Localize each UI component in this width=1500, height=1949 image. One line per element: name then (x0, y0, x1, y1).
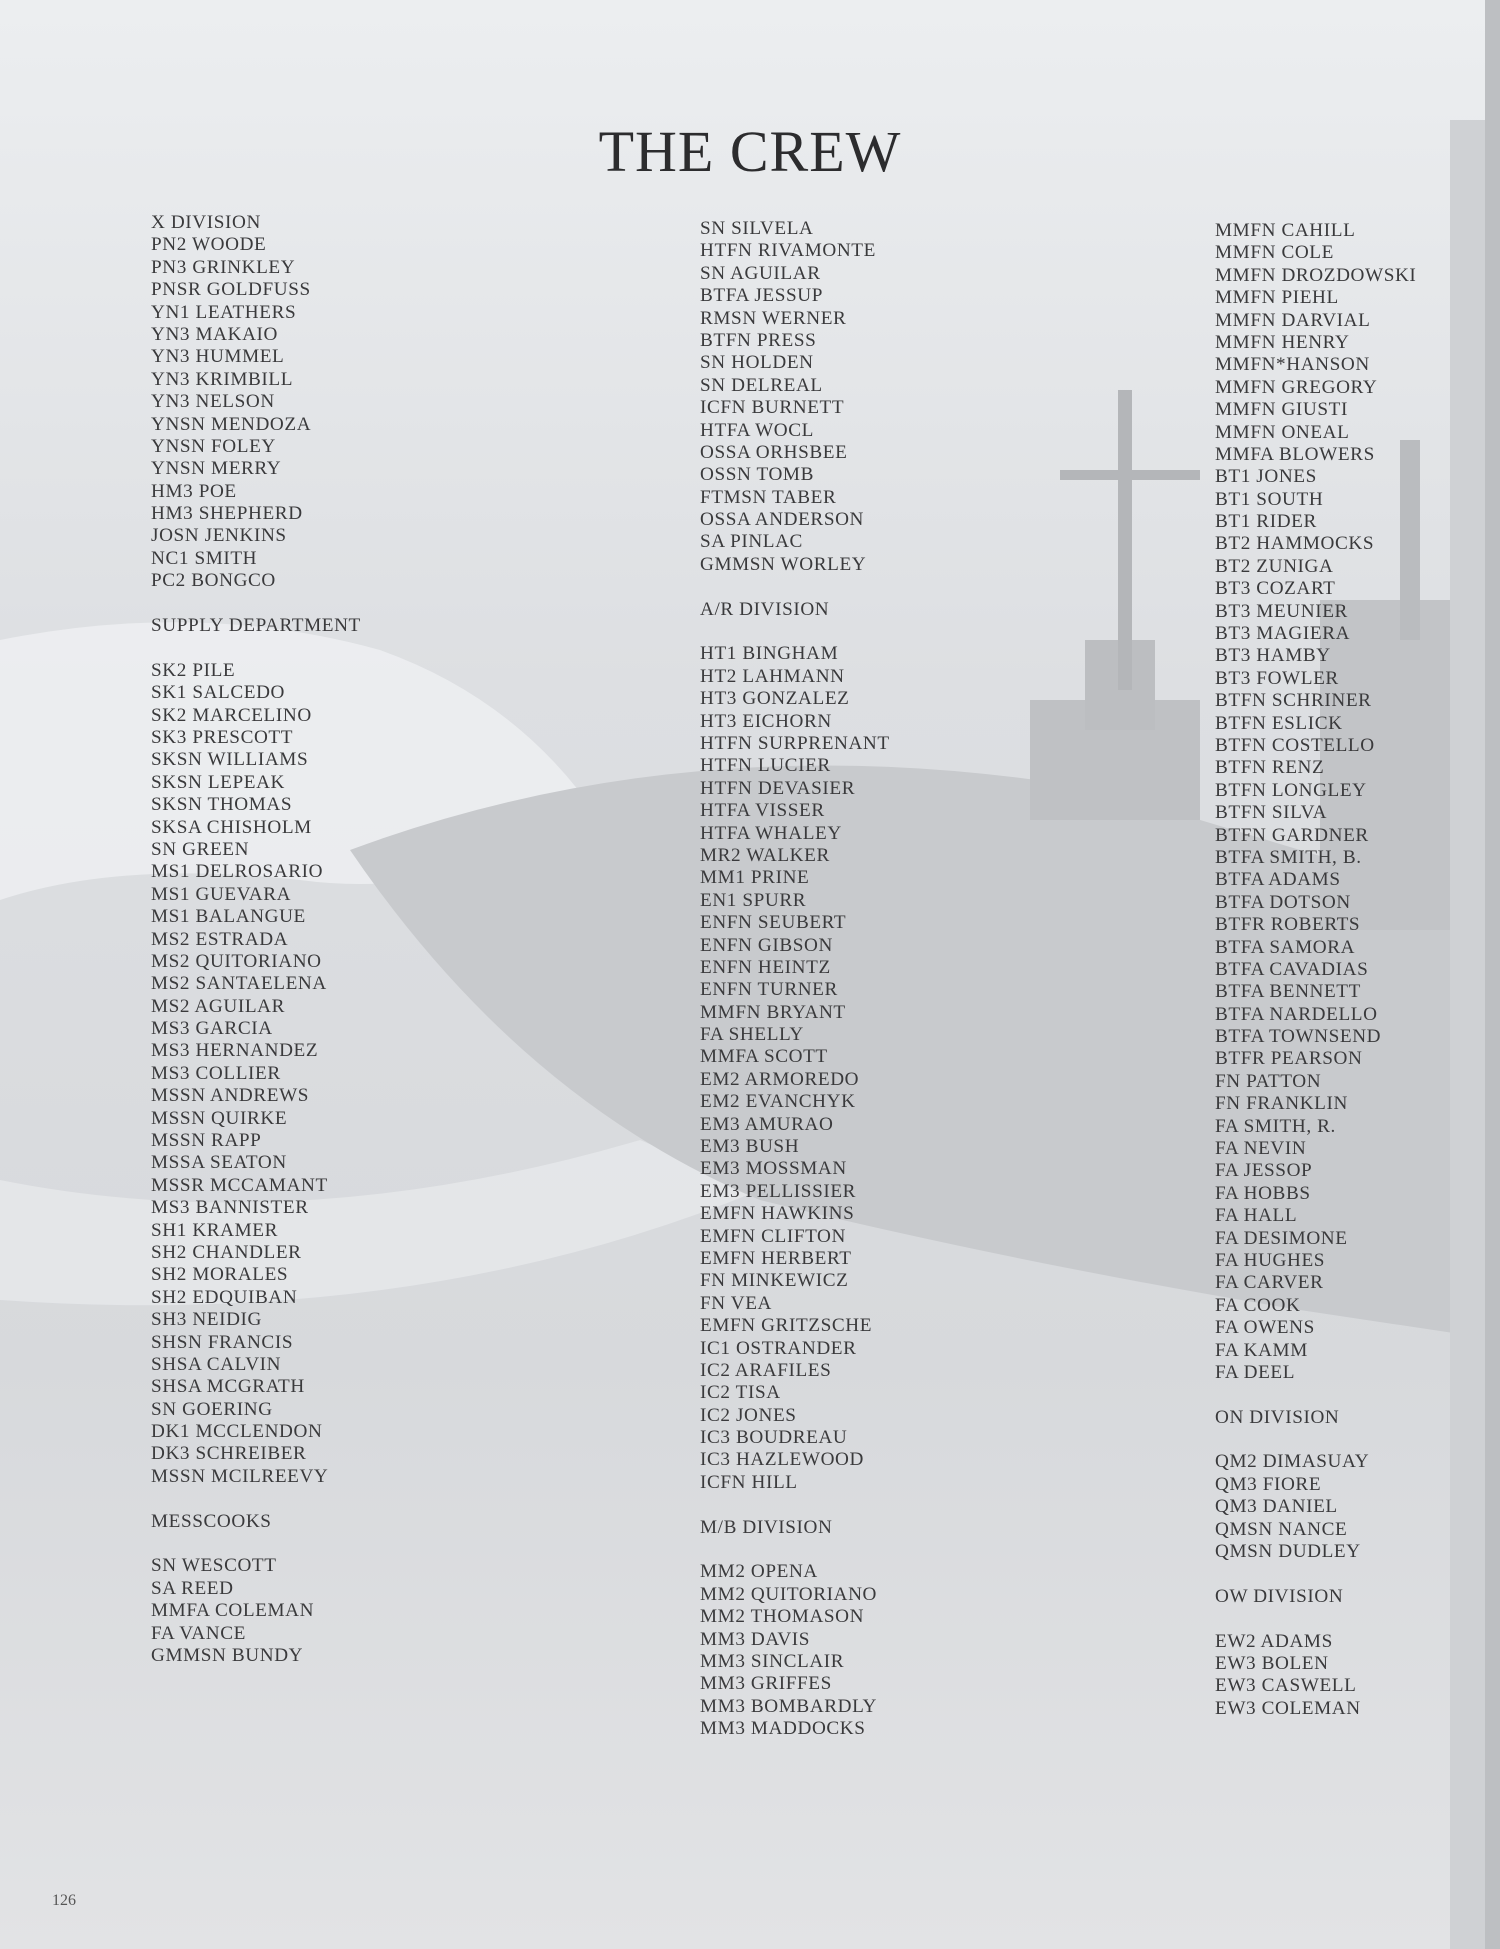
crew-member: SN WESCOTT (151, 1555, 277, 1577)
crew-member: FA SHELLY (700, 1024, 804, 1046)
crew-member: BTFR PEARSON (1215, 1048, 1363, 1070)
crew-member: SK2 PILE (151, 659, 236, 681)
crew-member: FA HUGHES (1215, 1249, 1326, 1271)
crew-member: QMSN NANCE (1215, 1518, 1348, 1540)
crew-member: MMFN HENRY (1215, 331, 1350, 353)
crew-member: MMFA SCOTT (700, 1046, 828, 1068)
crew-member: MMFN PIEHL (1215, 287, 1339, 309)
crew-member: EN1 SPURR (700, 889, 807, 911)
crew-member: GMMSN BUNDY (151, 1645, 304, 1666)
crew-member: SN HOLDEN (700, 352, 814, 374)
crew-member: MS2 AGUILAR (151, 995, 285, 1017)
crew-member: ENFN HEINTZ (700, 956, 831, 978)
crew-member: IC3 BOUDREAU (700, 1427, 848, 1449)
section-heading: ON DIVISION (1215, 1406, 1340, 1428)
crew-member: BT1 SOUTH (1215, 488, 1324, 510)
crew-member: MM3 GRIFFES (700, 1673, 832, 1695)
crew-member: BTFN RENZ (1215, 757, 1325, 779)
crew-member: MM1 PRINE (700, 867, 810, 889)
crew-member: BTFN SILVA (1215, 802, 1328, 824)
section-heading: M/B DIVISION (700, 1516, 833, 1538)
section-heading: SUPPLY DEPARTMENT (151, 615, 361, 637)
crew-member: BTFN LONGLEY (1215, 779, 1367, 801)
crew-member: MS2 QUITORIANO (151, 950, 322, 972)
crew-member: MM3 BOMBARDLY (700, 1695, 877, 1717)
crew-member: MMFA BLOWERS (1215, 443, 1375, 465)
crew-member: IC1 OSTRANDER (700, 1337, 857, 1359)
crew-member: QM3 DANIEL (1215, 1496, 1338, 1518)
crew-member: PNSR GOLDFUSS (151, 279, 311, 301)
crew-member: BTFR ROBERTS (1215, 914, 1361, 936)
crew-member: EM3 PELLISSIER (700, 1180, 857, 1202)
crew-member: MMFN CAHILL (1215, 220, 1356, 241)
crew-member: ICFN HILL (700, 1471, 798, 1493)
crew-member: RMSN WERNER (700, 307, 847, 329)
crew-member: YN3 MAKAIO (151, 323, 278, 345)
crew-member: MS2 SANTAELENA (151, 973, 327, 995)
crew-member: DK1 MCCLENDON (151, 1421, 323, 1443)
crew-member: PN2 WOODE (151, 234, 267, 256)
crew-member: BT1 RIDER (1215, 511, 1317, 533)
crew-member: EMFN CLIFTON (700, 1225, 846, 1247)
spacer (151, 1533, 361, 1555)
crew-member: MMFN GREGORY (1215, 376, 1378, 398)
crew-member: EM2 ARMOREDO (700, 1068, 860, 1090)
crew-member: YNSN MENDOZA (151, 413, 312, 435)
crew-member: MM2 THOMASON (700, 1606, 865, 1628)
crew-member: SH2 EDQUIBAN (151, 1286, 298, 1308)
crew-member: HTFA VISSER (700, 800, 825, 822)
crew-member: SK1 SALCEDO (151, 682, 285, 704)
spacer (1215, 1384, 1416, 1406)
crew-member: HT3 EICHORN (700, 710, 832, 732)
crew-member: BT3 COZART (1215, 578, 1336, 600)
spacer (151, 593, 361, 615)
crew-member: MM3 MADDOCKS (700, 1718, 866, 1740)
crew-member: HT1 BINGHAM (700, 643, 839, 665)
crew-member: MMFN BRYANT (700, 1001, 846, 1023)
crew-member: EM3 BUSH (700, 1136, 800, 1158)
crew-member: EM2 EVANCHYK (700, 1091, 856, 1113)
crew-member: YN3 HUMMEL (151, 346, 285, 368)
crew-member: SN GOERING (151, 1398, 273, 1420)
crew-member: EW2 ADAMS (1215, 1630, 1333, 1652)
crew-member: QM2 DIMASUAY (1215, 1451, 1370, 1473)
crew-member: SHSA MCGRATH (151, 1376, 305, 1398)
crew-member: MMFA COLEMAN (151, 1600, 315, 1622)
crew-member: MMFN COLE (1215, 242, 1334, 264)
spacer (1215, 1563, 1416, 1585)
spacer (1215, 1608, 1416, 1630)
crew-member: FN FRANKLIN (1215, 1093, 1348, 1115)
crew-member: BTFA DOTSON (1215, 891, 1351, 913)
crew-member: QM3 FIORE (1215, 1473, 1322, 1495)
crew-member: EW3 BOLEN (1215, 1653, 1329, 1674)
crew-member: NC1 SMITH (151, 547, 258, 569)
crew-member: MS2 ESTRADA (151, 928, 289, 950)
crew-member: BT3 MAGIERA (1215, 623, 1351, 645)
crew-member: FN PATTON (1215, 1070, 1322, 1092)
crew-member: MSSN MCILREEVY (151, 1465, 329, 1487)
section-heading: MESSCOOKS (151, 1510, 272, 1532)
crew-member: MS3 COLLIER (151, 1062, 281, 1084)
spacer (151, 637, 361, 659)
crew-member: PC2 BONGCO (151, 570, 276, 592)
crew-member: HTFN DEVASIER (700, 777, 856, 799)
crew-member: BT3 HAMBY (1215, 645, 1331, 667)
crew-member: MSSN RAPP (151, 1130, 262, 1152)
crew-member: SKSN WILLIAMS (151, 749, 309, 771)
spacer (700, 1539, 890, 1561)
spacer (700, 576, 890, 598)
crew-member: SH3 NEIDIG (151, 1309, 262, 1331)
crew-member: SN DELREAL (700, 374, 823, 396)
crew-member: SKSN LEPEAK (151, 771, 285, 793)
section-heading: X DIVISION (151, 212, 261, 233)
crew-member: MS3 BANNISTER (151, 1197, 309, 1219)
crew-member: MS1 BALANGUE (151, 906, 306, 928)
crew-column-2 (700, 218, 890, 1741)
crew-member: MM3 SINCLAIR (700, 1651, 845, 1672)
crew-member: FA OWENS (1215, 1317, 1315, 1339)
crew-member: EMFN HAWKINS (700, 1203, 855, 1225)
crew-member: FA JESSOP (1215, 1160, 1313, 1182)
crew-member: BTFN SCHRINER (1215, 690, 1372, 712)
crew-member: PN3 GRINKLEY (151, 256, 296, 278)
crew-member: BT2 HAMMOCKS (1215, 533, 1375, 555)
crew-member: SHSN FRANCIS (151, 1331, 294, 1353)
crew-member: EMFN HERBERT (700, 1247, 852, 1269)
crew-member: SA PINLAC (700, 531, 803, 553)
crew-member: ENFN SEUBERT (700, 912, 847, 934)
crew-member: FA COOK (1215, 1294, 1301, 1316)
spacer (700, 621, 890, 643)
crew-member: GMMSN WORLEY (700, 553, 867, 575)
crew-member: FN VEA (700, 1292, 773, 1314)
crew-member: IC2 JONES (700, 1404, 797, 1426)
crew-member: HT2 LAHMANN (700, 665, 845, 687)
crew-member: MM2 QUITORIANO (700, 1583, 878, 1605)
crew-member: SK2 MARCELINO (151, 704, 312, 726)
crew-member: MSSN ANDREWS (151, 1085, 310, 1107)
crew-member: SKSN THOMAS (151, 794, 293, 816)
crew-member: ENFN GIBSON (700, 934, 833, 956)
crew-member: JOSN JENKINS (151, 525, 287, 547)
crew-member: OSSA ORHSBEE (700, 441, 848, 463)
crew-member: SN AGUILAR (700, 262, 821, 284)
crew-member: HTFN SURPRENANT (700, 732, 890, 754)
section-heading: A/R DIVISION (700, 598, 830, 620)
crew-member: IC3 HAZLEWOOD (700, 1449, 864, 1471)
crew-member: SK3 PRESCOTT (151, 726, 294, 748)
page-title: THE CREW (598, 119, 902, 184)
spacer (1215, 1429, 1416, 1451)
crew-column-1 (151, 212, 361, 1667)
crew-member: FA DESIMONE (1215, 1227, 1348, 1249)
page-number: 126 (52, 1892, 76, 1909)
crew-member: FA CARVER (1215, 1272, 1324, 1294)
crew-member: OSSN TOMB (700, 464, 814, 486)
crew-member: SA REED (151, 1577, 234, 1599)
crew-member: YN1 LEATHERS (151, 301, 297, 323)
crew-member: EW3 COLEMAN (1215, 1697, 1361, 1719)
crew-member: EW3 CASWELL (1215, 1675, 1357, 1697)
crew-member: MMFN DARVIAL (1215, 309, 1371, 331)
crew-member: SKSA CHISHOLM (151, 816, 312, 838)
crew-member: HTFN RIVAMONTE (700, 240, 876, 262)
section-heading: OW DIVISION (1215, 1585, 1344, 1607)
crew-member: OSSA ANDERSON (700, 509, 865, 531)
crew-column-3 (1215, 220, 1416, 1720)
crew-member: BT1 JONES (1215, 466, 1317, 488)
crew-member: FA SMITH, R. (1215, 1115, 1336, 1137)
crew-member: BTFA SAMORA (1215, 936, 1356, 958)
crew-member: MSSA SEATON (151, 1152, 287, 1174)
crew-member: MMFN GIUSTI (1215, 399, 1348, 421)
crew-member: MMFN DROZDOWSKI (1215, 264, 1417, 286)
crew-member: BTFA ADAMS (1215, 869, 1341, 891)
crew-member: BTFN COSTELLO (1215, 734, 1375, 756)
crew-member: FA HALL (1215, 1205, 1298, 1227)
crew-member: YNSN MERRY (151, 458, 282, 480)
crew-member: YN3 NELSON (151, 391, 275, 413)
crew-member: HT3 GONZALEZ (700, 688, 850, 710)
crew-member: ICFN BURNETT (700, 397, 845, 419)
crew-member: YNSN FOLEY (151, 435, 276, 457)
crew-member: HTFN LUCIER (700, 755, 831, 777)
crew-member: MMFN ONEAL (1215, 421, 1350, 443)
crew-member: FA DEEL (1215, 1361, 1296, 1383)
crew-member: MR2 WALKER (700, 844, 830, 866)
crew-member: EM3 MOSSMAN (700, 1158, 847, 1180)
crew-member: FTMSN TABER (700, 486, 837, 508)
crew-member: MS1 DELROSARIO (151, 861, 324, 883)
crew-member: HM3 SHEPHERD (151, 503, 303, 525)
crew-member: BTFA TOWNSEND (1215, 1026, 1382, 1048)
crew-member: BTFN ESLICK (1215, 712, 1343, 734)
crew-member: IC2 TISA (700, 1382, 781, 1404)
crew-member: DK3 SCHREIBER (151, 1443, 307, 1465)
crew-member: BTFN PRESS (700, 329, 817, 351)
crew-member: EMFN GRITZSCHE (700, 1315, 873, 1337)
crew-member: IC2 ARAFILES (700, 1359, 832, 1381)
crew-member: MS3 HERNANDEZ (151, 1040, 319, 1062)
crew-member: MSSR MCCAMANT (151, 1174, 328, 1196)
crew-member: QMSN DUDLEY (1215, 1541, 1361, 1563)
crew-member: ENFN TURNER (700, 979, 838, 1001)
crew-member: MM2 OPENA (700, 1561, 818, 1583)
crew-member: FA NEVIN (1215, 1138, 1307, 1160)
crew-member: EM3 AMURAO (700, 1113, 834, 1135)
crew-member: SHSA CALVIN (151, 1353, 282, 1375)
crew-member: BT3 MEUNIER (1215, 600, 1348, 622)
crew-member: MMFN*HANSON (1215, 354, 1370, 376)
crew-member: SH2 MORALES (151, 1264, 289, 1286)
crew-member: FA HOBBS (1215, 1182, 1311, 1204)
crew-member: FA VANCE (151, 1622, 246, 1644)
crew-member: SH1 KRAMER (151, 1219, 279, 1241)
crew-member: FN MINKEWICZ (700, 1270, 849, 1292)
crew-member: BTFA CAVADIAS (1215, 958, 1369, 980)
crew-member: BTFA BENNETT (1215, 981, 1361, 1003)
crew-member: HTFA WHALEY (700, 822, 842, 844)
crew-member: BTFA SMITH, B. (1215, 846, 1362, 868)
crew-member: BTFA NARDELLO (1215, 1003, 1378, 1025)
crew-member: MS1 GUEVARA (151, 883, 292, 905)
crew-member: MS3 GARCIA (151, 1018, 273, 1040)
crew-member: BT2 ZUNIGA (1215, 555, 1334, 577)
crew-member: HTFA WOCL (700, 419, 814, 441)
crew-member: HM3 POE (151, 480, 237, 502)
crew-member: BTFA JESSUP (700, 285, 824, 307)
crew-member: BT3 FOWLER (1215, 667, 1339, 689)
crew-member: MM3 DAVIS (700, 1628, 811, 1650)
crew-member: MSSN QUIRKE (151, 1107, 288, 1129)
crew-member: BTFN GARDNER (1215, 824, 1369, 846)
crew-member: SH2 CHANDLER (151, 1241, 302, 1263)
crew-member: SN GREEN (151, 838, 250, 860)
spacer (700, 1494, 890, 1516)
crew-member: FA KAMM (1215, 1339, 1308, 1361)
spacer (151, 1488, 361, 1510)
crew-member: YN3 KRIMBILL (151, 368, 294, 390)
crew-member: SN SILVELA (700, 218, 814, 239)
